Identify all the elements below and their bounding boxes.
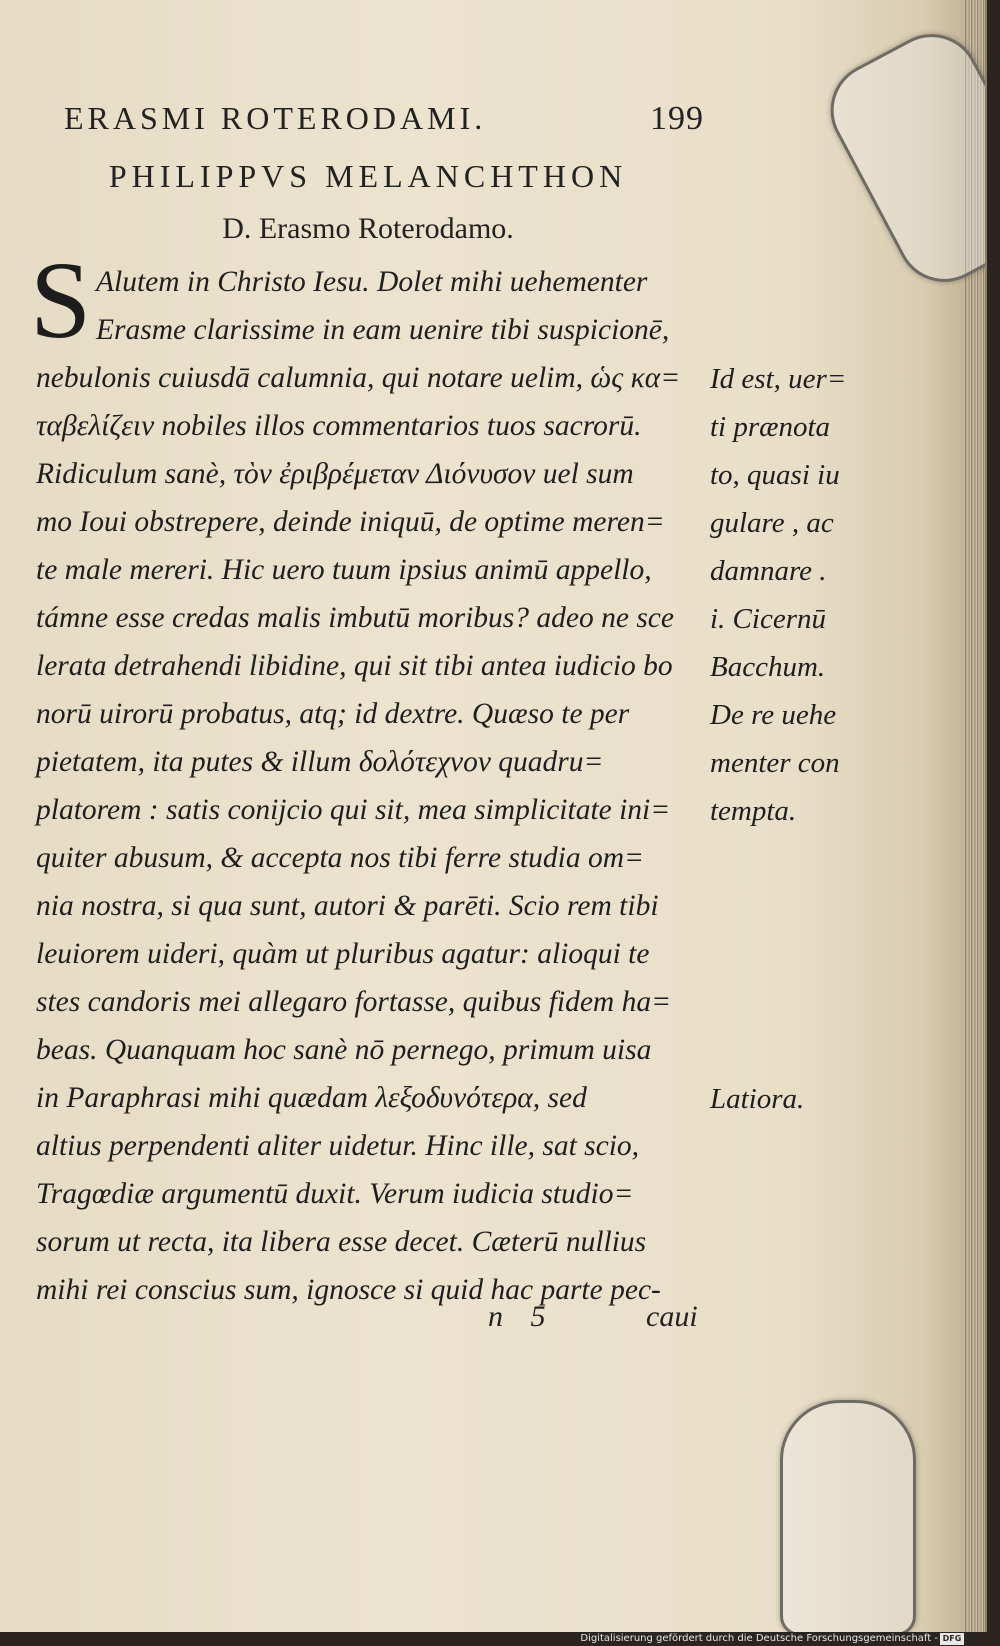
text-line: leuiorem uideri, quàm ut pluribus agatur: alioqui te <box>36 938 650 970</box>
text-line: quiter abusum, & accepta nos tibi ferre studia om= <box>36 842 644 874</box>
running-title: ERASMI ROTERODAMI. <box>64 100 487 136</box>
margin-note: i. Cicernū <box>710 603 826 635</box>
letter-addressee: D. Erasmo Roterodamo. <box>222 212 514 245</box>
text-line: pietatem, ita putes & illum δολότεχνον quadru= <box>36 746 604 778</box>
margin-note: ti prænota <box>710 411 831 443</box>
footer-credit: Digitalisierung gefördert durch die Deutsche Forschungsgemeinschaft - <box>580 1633 938 1644</box>
margin-note: to, quasi iu <box>710 459 840 491</box>
text-line: támne esse credas malis imbutū moribus? adeo ne sce <box>36 602 674 634</box>
margin-note: tempta. <box>710 795 797 827</box>
margin-note: Id est, uer= <box>710 363 847 395</box>
text-line: te male mereri. Hic uero tuum ipsius animū appello, <box>36 554 652 586</box>
text-line: norū uirorū probatus, atq; id dextre. Quæso te per <box>36 698 630 730</box>
margin-note: gulare , ac <box>710 507 834 539</box>
text-line: nia nostra, si qua sunt, autori & parēti. Scio rem tibi <box>36 890 659 922</box>
page-clip-bottom <box>780 1400 916 1632</box>
text-line: lerata detrahendi libidine, qui sit tibi antea iudicio bo <box>36 650 673 682</box>
text-line: beas. Quanquam hoc sanè nō pernego, primum uisa <box>36 1034 652 1066</box>
running-header <box>64 100 704 146</box>
dfg-logo: DFG <box>940 1633 964 1645</box>
margin-note: De re uehe <box>710 699 837 731</box>
text-line: Ridiculum sanè, τὸν ἐριβρέμεταν Διόνυσον uel sum <box>36 458 634 490</box>
letter-body <box>36 258 706 1314</box>
text-line: mihi rei conscius sum, ignosce si quid hac parte pec- <box>36 1274 661 1306</box>
text-line: ταβελίζειν nobiles illos commentarios tuos sacrorū. <box>36 410 642 442</box>
text-line: stes candoris mei allegaro fortasse, quibus fidem ha= <box>36 986 672 1018</box>
margin-note: Latiora. <box>710 1083 805 1115</box>
text-line: Alutem in Christo Iesu. Dolet mihi uehementer <box>96 266 648 298</box>
drop-capital: S <box>30 239 92 361</box>
margin-note: menter con <box>710 747 840 779</box>
text-line: nebulonis cuiusdā calumnia, qui notare uelim, ὡς κα= <box>36 362 681 394</box>
signature-mark: n 5 <box>488 1300 556 1333</box>
text-line: Erasme clarissime in eam uenire tibi suspicionē, <box>96 314 670 346</box>
catchword: caui <box>646 1300 698 1333</box>
margin-note: Bacchum. <box>710 651 826 683</box>
margin-note: damnare . <box>710 555 827 587</box>
page-clip-top <box>814 17 987 299</box>
page-number: 199 <box>650 100 704 137</box>
text-line: in Paraphrasi mihi quædam λεξοδυνότερα, sed <box>36 1082 587 1114</box>
text-line: Tragœdiæ argumentū duxit. Verum iudicia studio= <box>36 1178 634 1210</box>
text-line: mo Ioui obstrepere, deinde iniquū, de optime meren= <box>36 506 665 538</box>
letter-title: PHILIPPVS MELANCHTHON <box>108 158 628 194</box>
text-line: sorum ut recta, ita libera esse decet. Cæterū nullius <box>36 1226 647 1258</box>
text-line: altius perpendenti aliter uidetur. Hinc ille, sat scio, <box>36 1130 640 1162</box>
text-line: platorem : satis conijcio qui sit, mea simplicitate ini= <box>36 794 671 826</box>
